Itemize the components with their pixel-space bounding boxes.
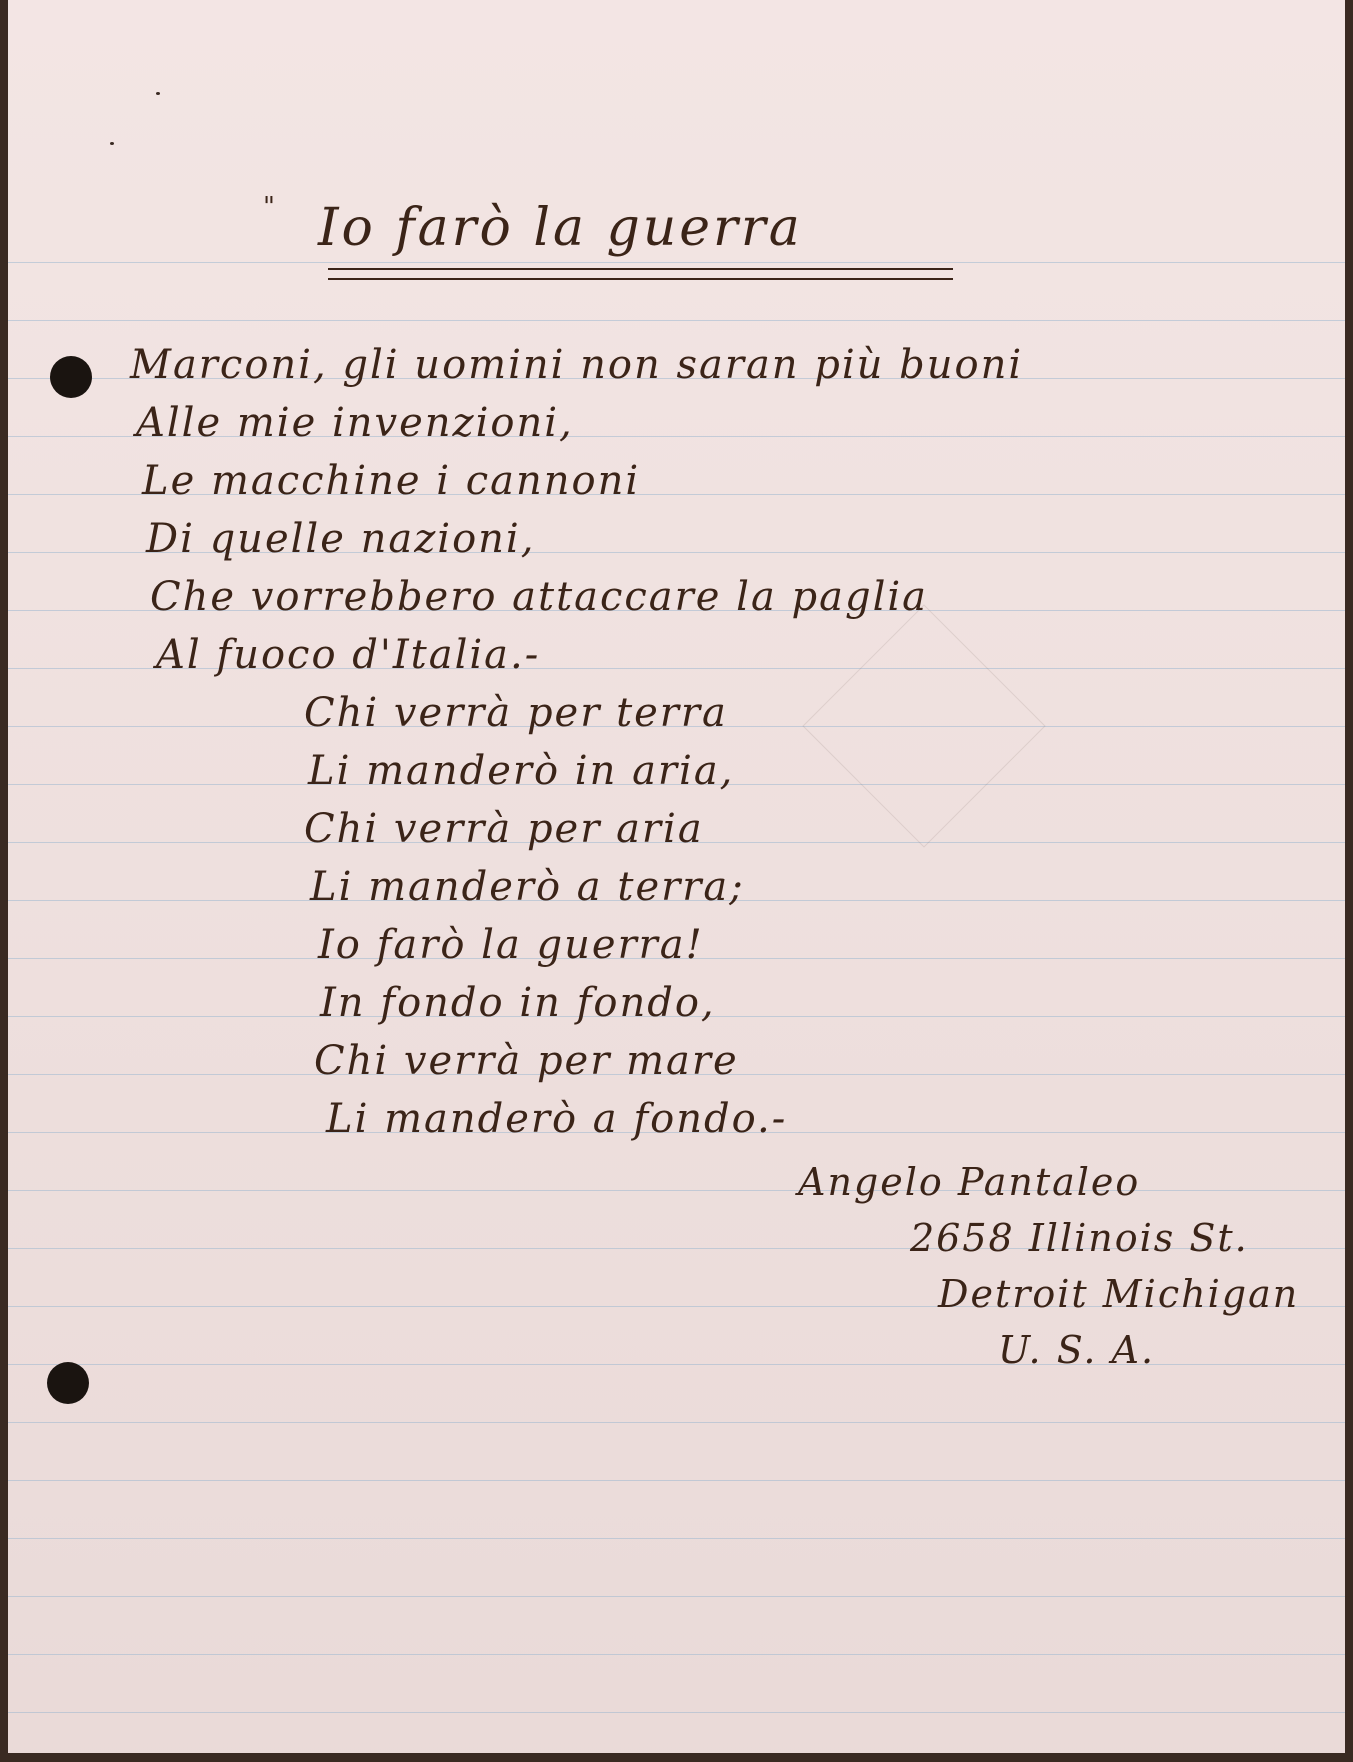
verse-line: Alle mie invenzioni, — [136, 400, 574, 446]
verse-line: Di quelle nazioni, — [146, 516, 536, 562]
verse-line: Chi verrà per terra — [304, 690, 728, 736]
verse-line: Chi verrà per aria — [304, 806, 704, 852]
opening-quote-mark: " — [263, 192, 277, 222]
ink-speck — [156, 92, 160, 95]
signature-name: Angelo Pantaleo — [798, 1160, 1141, 1204]
verse-line: Li manderò in aria, — [308, 748, 735, 794]
punch-hole-top — [50, 356, 92, 398]
verse-line: Le macchine i cannoni — [142, 458, 641, 504]
signature-country: U. S. A. — [998, 1328, 1156, 1372]
poem-title: Io farò la guerra — [318, 198, 803, 258]
verse-line: Chi verrà per mare — [314, 1038, 739, 1084]
signature-street: 2658 Illinois St. — [910, 1216, 1249, 1260]
verse-line: In fondo in fondo, — [320, 980, 716, 1026]
signature-city: Detroit Michigan — [938, 1272, 1300, 1316]
letter-sheet — [8, 0, 1345, 1753]
verse-line: Io farò la guerra! — [318, 922, 704, 968]
verse-line: Che vorrebbero attaccare la paglia — [150, 574, 928, 620]
ink-speck — [110, 142, 114, 145]
verse-line: Li manderò a fondo.- — [326, 1096, 788, 1142]
verse-line: Li manderò a terra; — [310, 864, 745, 910]
verse-line: Marconi, gli uomini non saran più buoni — [130, 342, 1024, 388]
punch-hole-bottom — [47, 1362, 89, 1404]
title-underline — [328, 268, 953, 280]
verse-line: Al fuoco d'Italia.- — [156, 632, 541, 678]
